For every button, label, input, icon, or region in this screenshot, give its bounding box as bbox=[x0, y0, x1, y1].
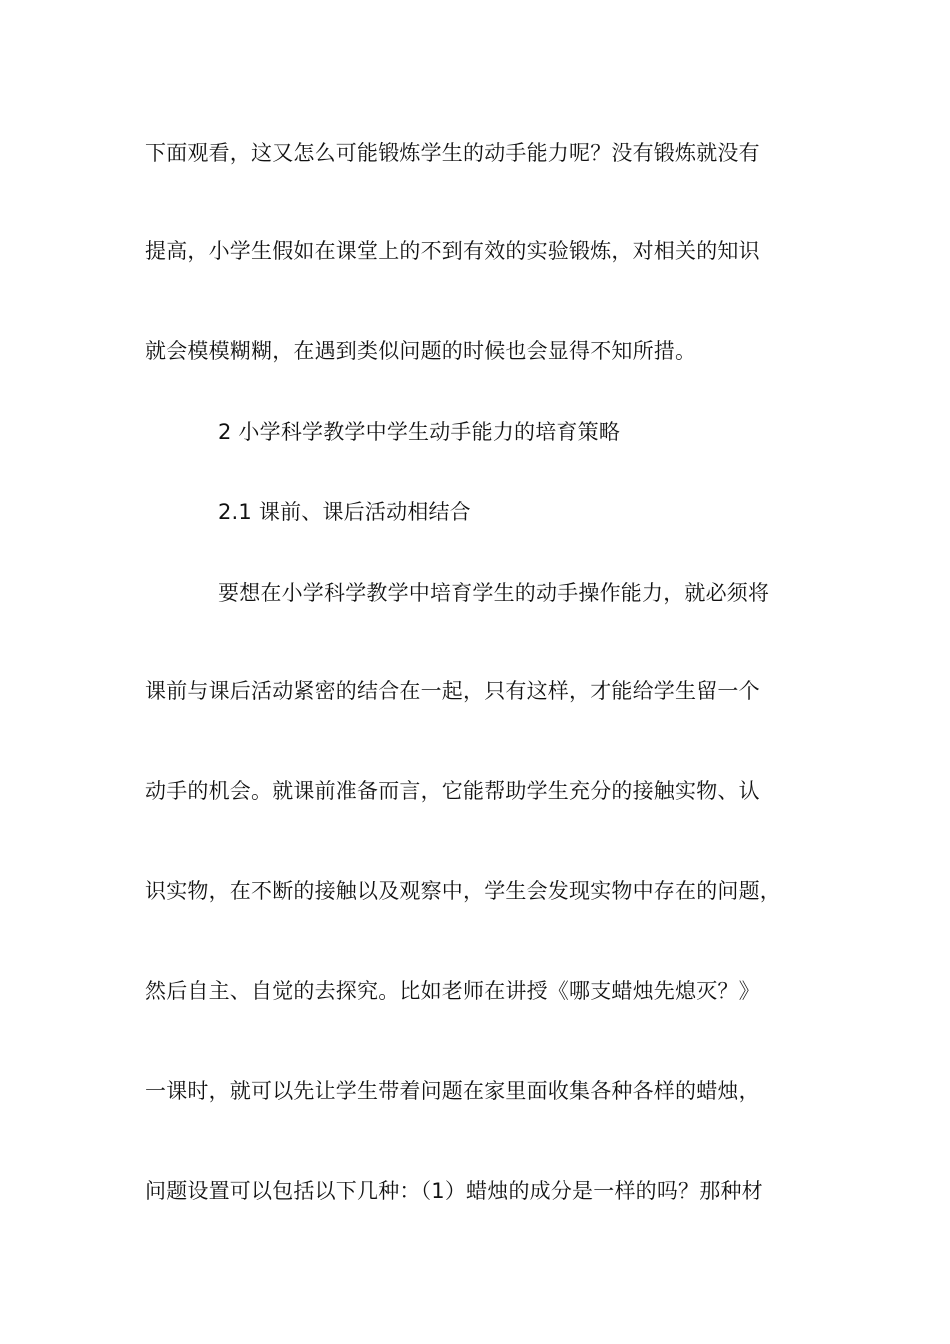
paragraph-line: 然后自主、自觉的去探究。比如老师在讲授《哪支蜡烛先熄灭？》 bbox=[145, 979, 760, 1003]
section-heading: 2 小学科学教学中学生动手能力的培育策略 bbox=[218, 420, 621, 444]
text-line: 就会模模糊糊，在遇到类似问题的时候也会显得不知所措。 bbox=[145, 339, 697, 363]
paragraph-line: 一课时，就可以先让学生带着问题在家里面收集各种各样的蜡烛， bbox=[145, 1079, 760, 1103]
text-line: 下面观看，这又怎么可能锻炼学生的动手能力呢？没有锻炼就没有 bbox=[145, 141, 760, 165]
paragraph-line: 要想在小学科学教学中培育学生的动手操作能力，就必须将 bbox=[218, 581, 770, 605]
paragraph-line: 问题设置可以包括以下几种：（1）蜡烛的成分是一样的吗？那种材 bbox=[145, 1179, 763, 1203]
paragraph-line: 识实物，在不断的接触以及观察中，学生会发现实物中存在的问题， bbox=[145, 879, 781, 903]
subsection-heading: 2.1 课前、课后活动相结合 bbox=[218, 500, 471, 524]
text-line: 提高，小学生假如在课堂上的不到有效的实验锻炼，对相关的知识 bbox=[145, 239, 760, 263]
paragraph-line: 动手的机会。就课前准备而言，它能帮助学生充分的接触实物、认 bbox=[145, 779, 760, 803]
paragraph-line: 课前与课后活动紧密的结合在一起，只有这样，才能给学生留一个 bbox=[145, 679, 760, 703]
